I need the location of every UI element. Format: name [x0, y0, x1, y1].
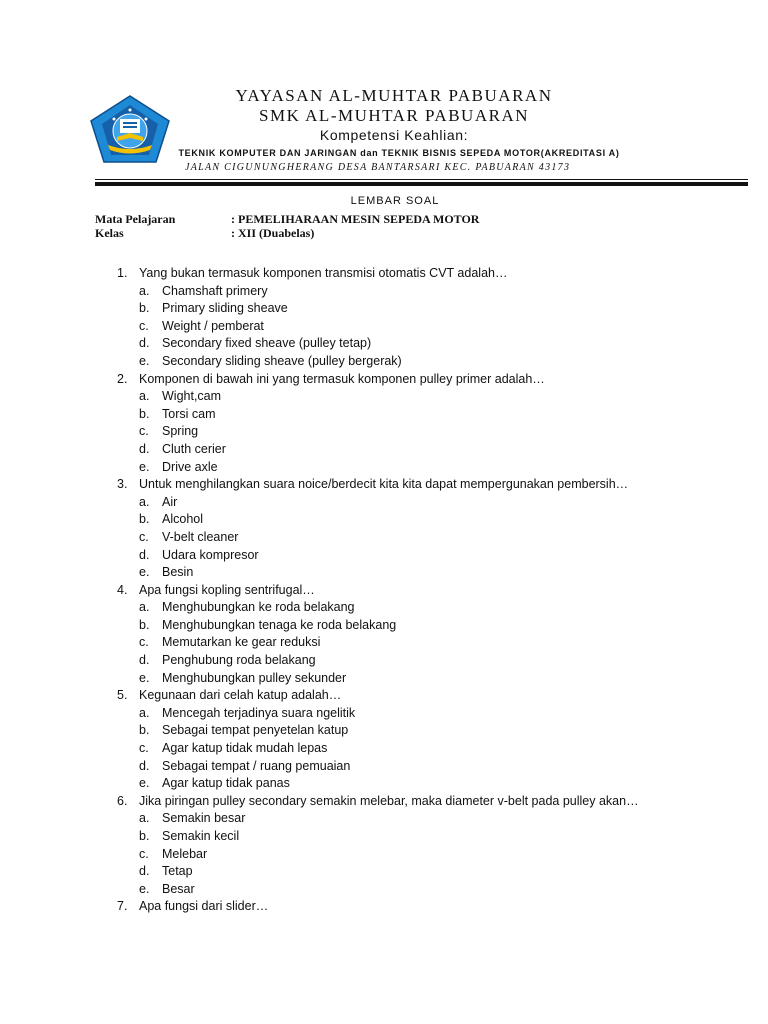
question-text: Untuk menghilangkan suara noice/berdecit kita kita dapat mempergunakan pembersih…: [139, 477, 629, 492]
question-6: [117, 793, 737, 899]
option-item: [117, 547, 737, 565]
question-number: 7.: [117, 899, 128, 914]
question-number: 4.: [117, 582, 128, 597]
subject-value: : PEMELIHARAAN MESIN SEPEDA MOTOR: [231, 212, 480, 226]
subject-row: [95, 212, 479, 227]
header-divider-thick: [95, 182, 748, 186]
option-text: Air: [162, 494, 178, 509]
option-item: [117, 617, 737, 635]
option-text: Chamshaft primery: [162, 283, 268, 298]
option-text: Memutarkan ke gear reduksi: [162, 635, 321, 650]
question-number: 2.: [117, 371, 128, 386]
option-text: Torsi cam: [162, 406, 216, 421]
question-text: Apa fungsi dari slider…: [139, 899, 269, 914]
option-letter: b.: [139, 617, 150, 632]
option-item: [117, 300, 737, 318]
option-letter: c.: [139, 846, 149, 861]
option-text: Agar katup tidak panas: [162, 776, 290, 791]
option-letter: b.: [139, 512, 150, 527]
competency-label: Kompetensi Keahlian:: [319, 127, 469, 143]
option-letter: e.: [139, 776, 150, 791]
option-text: Besin: [162, 565, 194, 580]
option-item: [117, 335, 737, 353]
question-2: [117, 371, 737, 477]
school-name: SMK AL-MUHTAR PABUARAN: [259, 106, 529, 125]
option-letter: a.: [139, 283, 150, 298]
option-letter: a.: [139, 705, 150, 720]
option-text: Mencegah terjadinya suara ngelitik: [162, 705, 356, 720]
programs-line: TEKNIK KOMPUTER DAN JARINGAN dan TEKNIK BISNIS SEPEDA MOTOR(AKREDITASI A): [178, 148, 620, 158]
question-1: [117, 265, 737, 371]
option-item: [117, 828, 737, 846]
option-text: Agar katup tidak mudah lepas: [162, 741, 328, 756]
option-item: [117, 722, 737, 740]
option-letter: b.: [139, 301, 150, 316]
option-item: [117, 740, 737, 758]
option-text: Tetap: [162, 864, 193, 879]
option-letter: d.: [139, 441, 150, 456]
class-value: : XII (Duabelas): [231, 226, 315, 240]
question-text: Apa fungsi kopling sentrifugal…: [139, 582, 315, 597]
option-letter: b.: [139, 406, 150, 421]
class-row: [95, 226, 314, 241]
option-text: Drive axle: [162, 459, 218, 474]
option-letter: b.: [139, 723, 150, 738]
option-letter: c.: [139, 424, 149, 439]
option-item: [117, 511, 737, 529]
option-letter: d.: [139, 336, 150, 351]
option-letter: e.: [139, 881, 150, 896]
question-3: [117, 476, 737, 582]
option-letter: a.: [139, 389, 150, 404]
option-text: Udara kompresor: [162, 547, 259, 562]
option-item: [117, 564, 737, 582]
class-label: Kelas: [95, 226, 124, 240]
option-text: Sebagai tempat penyetelan katup: [162, 723, 349, 738]
option-letter: d.: [139, 547, 150, 562]
option-item: [117, 634, 737, 652]
option-text: Cluth cerier: [162, 441, 226, 456]
option-letter: c.: [139, 635, 149, 650]
foundation-name: YAYASAN AL-MUHTAR PABUARAN: [235, 86, 553, 105]
option-text: Semakin kecil: [162, 829, 240, 843]
option-text: Weight / pemberat: [162, 318, 264, 333]
subject-label: Mata Pelajaran: [95, 212, 176, 226]
option-item: [117, 494, 737, 512]
question-number: 3.: [117, 477, 128, 492]
question-text: Yang bukan termasuk komponen transmisi otomatis CVT adalah…: [139, 266, 508, 280]
option-letter: d.: [139, 758, 150, 773]
option-letter: e.: [139, 670, 150, 685]
option-item: [117, 423, 737, 441]
option-text: Menghubungkan ke roda belakang: [162, 600, 355, 615]
option-item: [117, 459, 737, 477]
option-text: V-belt cleaner: [162, 529, 239, 544]
option-item: [117, 388, 737, 406]
option-item: [117, 863, 737, 881]
option-text: Secondary fixed sheave (pulley tetap): [162, 336, 372, 351]
option-letter: c.: [139, 529, 149, 544]
option-text: Wight,cam: [162, 389, 222, 404]
question-number: 6.: [117, 793, 128, 808]
option-item: [117, 758, 737, 776]
question-7: [117, 898, 737, 916]
sheet-title: LEMBAR SOAL: [350, 195, 440, 207]
option-text: Semakin besar: [162, 811, 246, 826]
question-list: [117, 265, 737, 916]
option-letter: e.: [139, 459, 150, 474]
option-item: [117, 283, 737, 301]
question-4: [117, 582, 737, 688]
option-item: [117, 406, 737, 424]
option-letter: a.: [139, 600, 150, 615]
question-5: [117, 687, 737, 793]
option-text: Secondary sliding sheave (pulley bergerak): [162, 353, 402, 368]
header-divider-thin: [95, 179, 748, 180]
option-item: [117, 810, 737, 828]
option-item: [117, 529, 737, 547]
option-text: Sebagai tempat / ruang pemuaian: [162, 758, 351, 773]
option-text: Menghubungkan tenaga ke roda belakang: [162, 617, 397, 632]
option-item: [117, 705, 737, 723]
option-letter: a.: [139, 811, 150, 826]
option-letter: c.: [139, 318, 149, 333]
question-text: Komponen di bawah ini yang termasuk komponen pulley primer adalah…: [139, 371, 545, 386]
option-letter: b.: [139, 829, 150, 843]
option-text: Spring: [162, 424, 199, 439]
option-letter: d.: [139, 653, 150, 668]
option-text: Besar: [162, 881, 195, 896]
question-text: Kegunaan dari celah katup adalah…: [139, 688, 342, 703]
option-letter: e.: [139, 565, 150, 580]
option-item: [117, 881, 737, 899]
option-letter: a.: [139, 494, 150, 509]
address-line: JALAN CIGUNUNGHERANG DESA BANTARSARI KEC. PABUARAN 43173: [185, 162, 571, 173]
option-letter: d.: [139, 864, 150, 879]
question-text: Jika piringan pulley secondary semakin melebar, maka diameter v-belt pada pulley akan…: [139, 793, 639, 808]
option-item: [117, 599, 737, 617]
option-text: Penghubung roda belakang: [162, 653, 316, 668]
option-item: [117, 353, 737, 371]
option-item: [117, 846, 737, 864]
option-letter: c.: [139, 741, 149, 756]
option-text: Alcohol: [162, 512, 203, 527]
question-number: 5.: [117, 688, 128, 703]
option-item: [117, 670, 737, 688]
option-item: [117, 441, 737, 459]
option-item: [117, 318, 737, 336]
option-text: Primary sliding sheave: [162, 301, 288, 316]
option-text: Menghubungkan pulley sekunder: [162, 670, 347, 685]
option-item: [117, 775, 737, 793]
option-text: Melebar: [162, 846, 208, 861]
option-item: [117, 652, 737, 670]
option-letter: e.: [139, 353, 150, 368]
question-number: 1.: [117, 266, 128, 280]
